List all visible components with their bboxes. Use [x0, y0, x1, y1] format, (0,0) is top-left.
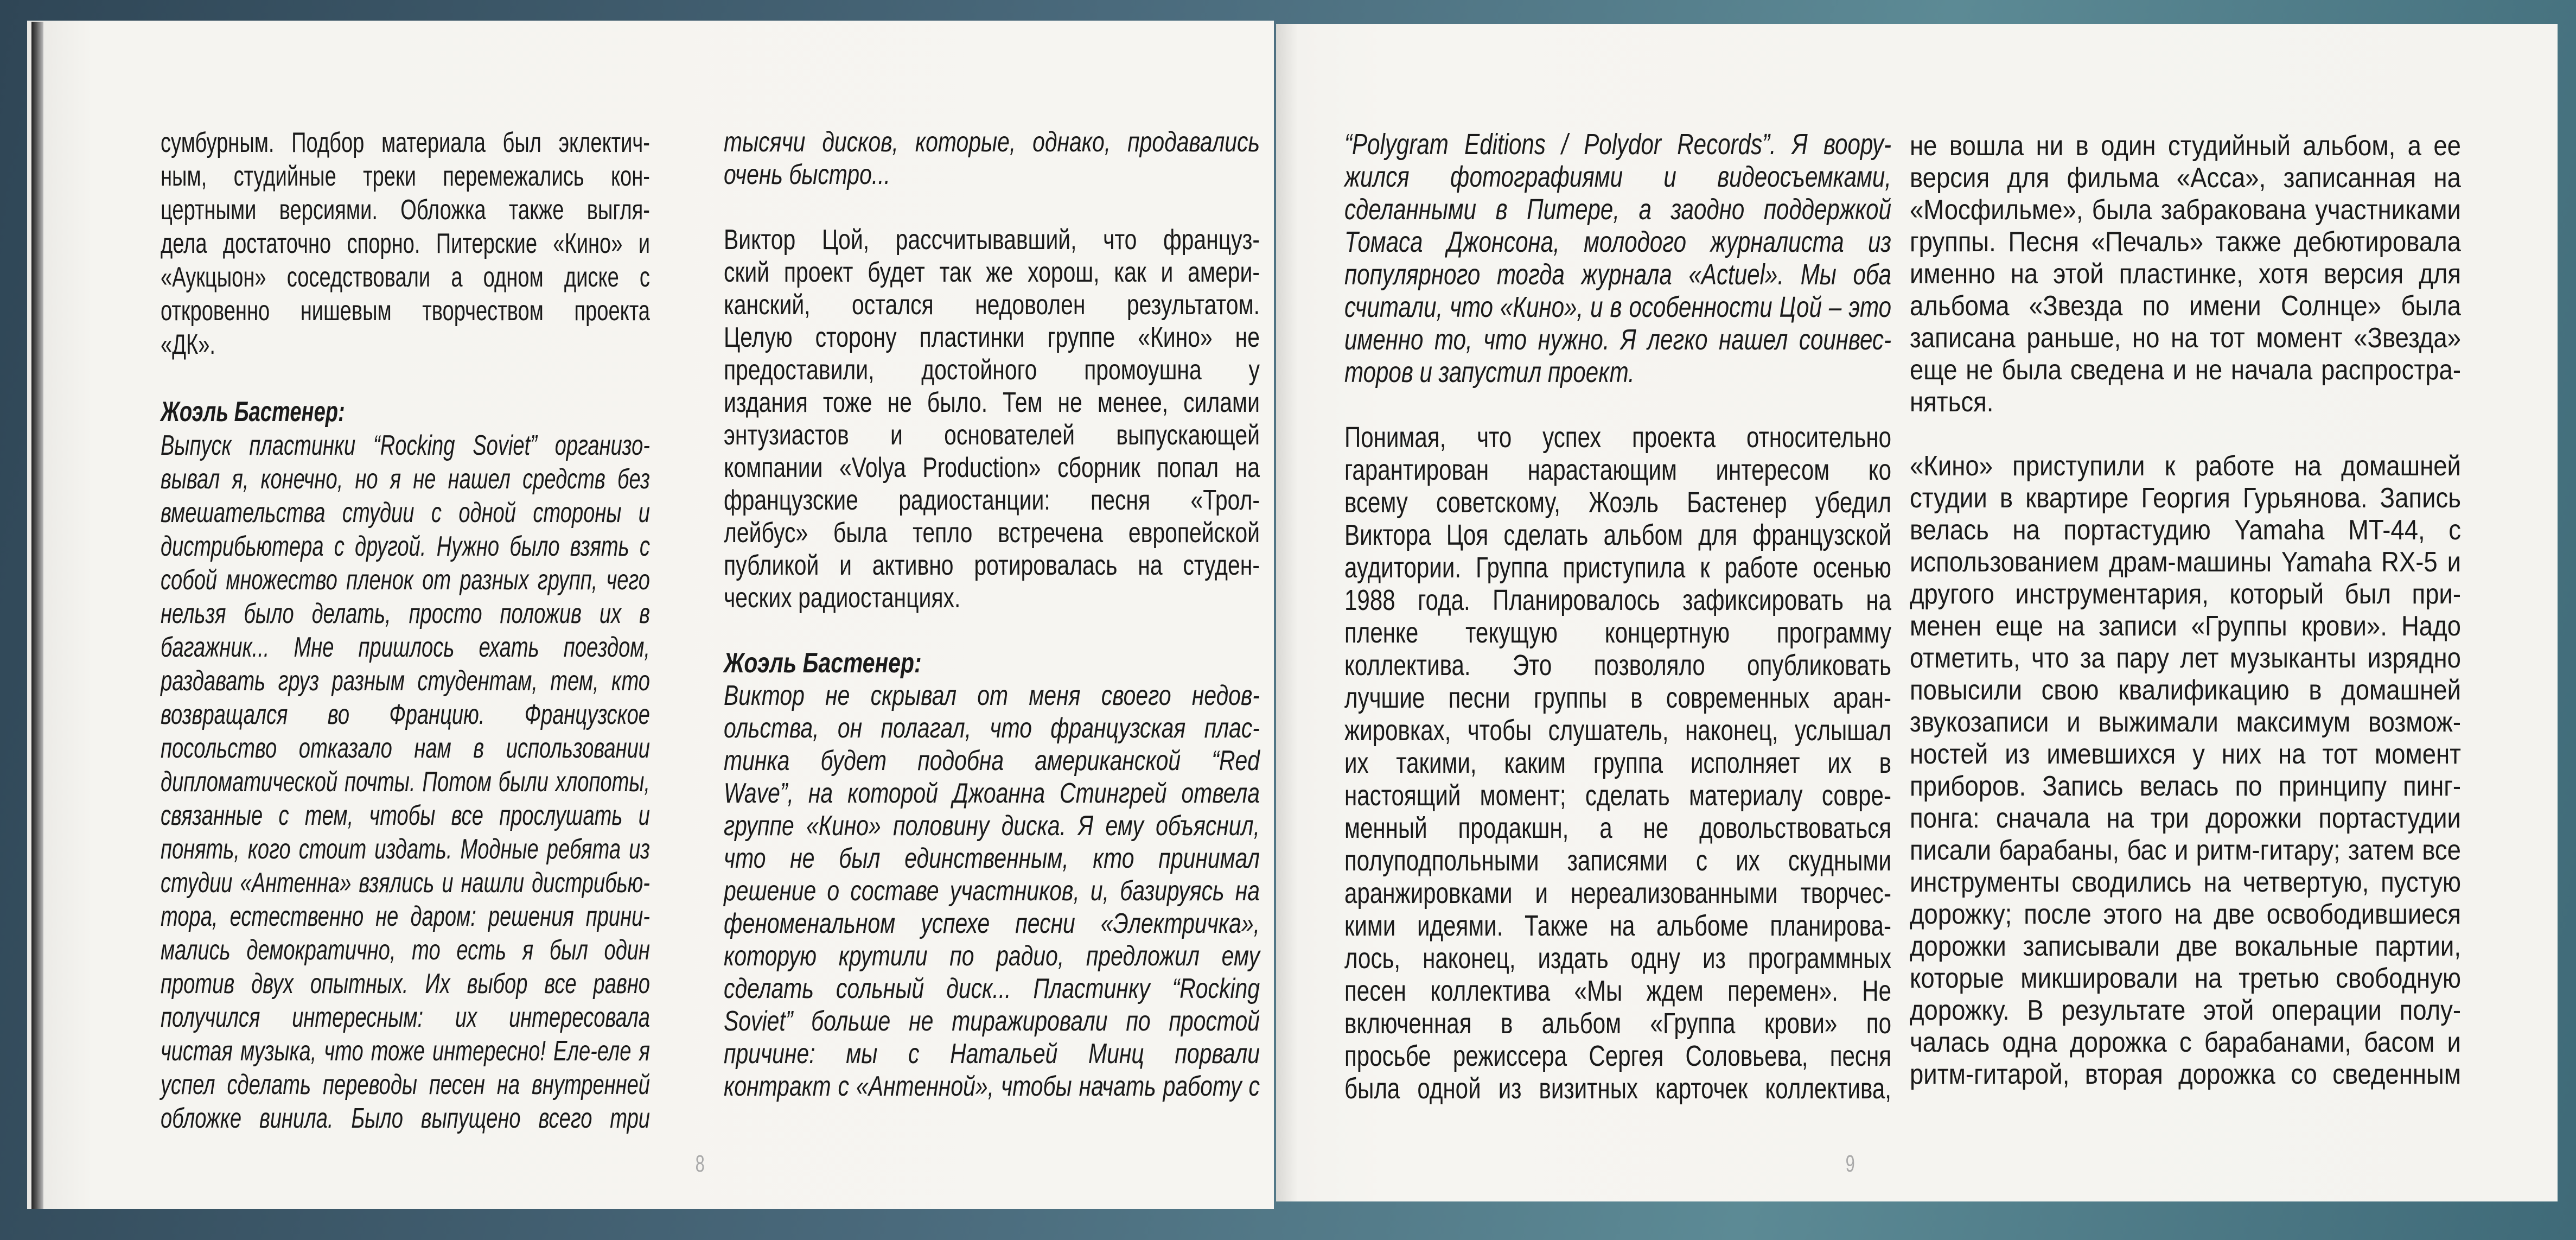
text-line-content: другого инструментария, который был при-	[1910, 578, 2461, 610]
text-line-content: успел сделать переводы песен на внутренней	[161, 1069, 650, 1101]
text-line	[1910, 995, 2461, 1027]
text-line-content: жился фотографиями и видеосъемками,	[1344, 161, 1891, 193]
text-line	[1344, 584, 1891, 616]
text-line-content: популярного тогда журнала «Actuel». Мы оба	[1344, 258, 1891, 291]
text-line	[1344, 486, 1891, 519]
text-line	[161, 1034, 650, 1068]
text-line-content: песен коллектива «Мы ждем перемен». Не	[1344, 975, 1891, 1007]
text-line	[1910, 258, 2461, 290]
text-line-content: включенная в альбом «Группа крови» по	[1344, 1007, 1891, 1040]
text-line	[1910, 194, 2461, 226]
text-line-content: кими идеями. Также на альбоме планирова-	[1344, 910, 1891, 942]
text-line	[1344, 714, 1891, 747]
text-line-content: альбома «Звезда по имени Солнце» была	[1910, 290, 2461, 322]
text-line	[1910, 771, 2461, 803]
text-line-content: против двух опытных. Их выбор все равно	[161, 968, 650, 1000]
text-line	[1910, 130, 2461, 162]
text-line-content: торов и запустил проект.	[1344, 356, 1635, 389]
text-line-content: лучшие песни группы в современных аран-	[1344, 682, 1891, 714]
text-line	[724, 647, 1260, 679]
text-line	[724, 158, 1260, 191]
text-line-content: повысили свою квалификацию в домашней	[1910, 675, 2461, 706]
text-line-content: пленке текущую концертную программу	[1344, 616, 1891, 649]
text-line-content: дипломатической почты. Потом были хлопоты,	[161, 766, 650, 798]
text-line-content: что не был единственным, кто принимал	[724, 843, 1260, 874]
text-line	[1344, 128, 1891, 161]
text-line-content: студии «Антенна» взялись и нашли дистрибью-	[161, 867, 650, 899]
text-line	[724, 321, 1260, 354]
paragraph-gap	[1910, 418, 2461, 450]
text-line	[724, 777, 1260, 810]
text-line	[1910, 867, 2461, 899]
text-line-content: ным, студийные треки перемежались кон-	[161, 161, 650, 192]
text-line	[1344, 551, 1891, 584]
paragraph	[724, 679, 1260, 1103]
text-line-content: коллектива. Это позволяло опубликовать	[1344, 649, 1891, 682]
text-line-content: ский проект будет так же хорош, как и амери-	[724, 257, 1260, 288]
text-line	[724, 875, 1260, 907]
text-line-content: Виктор не скрывал от меня своего недов-	[724, 680, 1260, 711]
text-line-content: лось, наконец, издать одну из программных	[1344, 942, 1891, 975]
text-line-content: “Polygram Editions / Polydor Records”. Я воору-	[1344, 128, 1891, 161]
text-line	[161, 664, 650, 698]
text-line	[1344, 421, 1891, 454]
text-line	[161, 563, 650, 597]
text-line-content: «Мосфильме», была забракована участниками	[1910, 194, 2461, 226]
text-line	[1344, 682, 1891, 714]
text-line-content: компании «Volya Production» сборник попал на	[724, 452, 1260, 484]
text-line	[1910, 963, 2461, 995]
text-line-content: понга: сначала на три дорожки портастудии	[1910, 803, 2461, 834]
text-line	[1910, 643, 2461, 675]
text-line-content: 1988 года. Планировалось зафиксировать на	[1344, 584, 1891, 616]
text-line-content: Понимая, что успех проекта относительно	[1344, 421, 1891, 454]
text-line-content: жировках, чтобы слушатель, наконец, услышал	[1344, 714, 1891, 747]
text-line	[1344, 454, 1891, 486]
text-line	[1910, 899, 2461, 931]
text-line	[724, 1070, 1260, 1103]
text-line	[1344, 616, 1891, 649]
text-line	[1910, 835, 2461, 867]
text-line-content: использованием драм-машины Yamaha RX-5 и	[1910, 546, 2461, 578]
text-line-content: канский, остался недоволен результатом.	[724, 289, 1260, 321]
text-line	[1910, 1027, 2461, 1059]
text-line-content: инструменты сводились на четвертую, пустую	[1910, 867, 2461, 898]
text-line	[161, 597, 650, 631]
text-line-content: Soviet” больше не тиражировали по простой	[724, 1006, 1260, 1037]
text-line	[161, 160, 650, 193]
text-line	[1344, 910, 1891, 942]
text-line-content: понять, кого стоит издать. Модные ребята из	[161, 834, 650, 865]
text-line-content: «ДК».	[161, 329, 216, 360]
text-line-content: мались демократично, то есть я был один	[161, 934, 650, 966]
text-line	[724, 386, 1260, 419]
text-line	[1344, 649, 1891, 682]
text-line-content: контракт с «Антенной», чтобы начать работу с	[724, 1071, 1260, 1102]
text-line	[161, 496, 650, 530]
text-line	[1344, 747, 1891, 779]
text-line-content: сделанными в Питере, а заодно поддержкой	[1344, 193, 1891, 226]
text-line	[1344, 1072, 1891, 1105]
text-line	[161, 429, 650, 462]
text-line	[161, 631, 650, 664]
text-line-content: студии в квартире Георгия Гурьянова. Запись	[1910, 482, 2461, 514]
text-line-content: Виктор Цой, рассчитывавший, что француз-	[724, 224, 1260, 256]
paragraph	[724, 224, 1260, 614]
paragraph	[161, 429, 650, 1135]
text-line	[161, 832, 650, 866]
text-line	[724, 1038, 1260, 1070]
text-line	[161, 395, 650, 429]
text-line	[724, 126, 1260, 158]
text-line-content: менный продакшн, а не довольствоваться	[1344, 812, 1891, 844]
text-line-content: решение о составе участников, и, базируясь на	[724, 875, 1260, 907]
text-line-content: собой множество пленок от разных групп, чего	[161, 564, 650, 596]
text-line	[161, 193, 650, 227]
text-line-content: писали барабаны, бас и ритм-гитару; затем все	[1910, 835, 2461, 866]
text-line-content: записана раньше, но на тот момент «Звезда»	[1910, 322, 2461, 354]
page9-column1	[1344, 128, 1891, 1105]
text-line-content: дорожку. В результате этой операции полу-	[1910, 995, 2461, 1026]
text-line-content: няться.	[1910, 386, 1994, 418]
text-line-content: группе «Кино» половину диска. Я ему объяснил,	[724, 810, 1260, 842]
text-line	[1910, 803, 2461, 835]
text-line-content: группы. Песня «Печаль» также дебютировала	[1910, 226, 2461, 258]
text-line	[161, 866, 650, 900]
page-number: 9	[1845, 1150, 1855, 1177]
paragraph	[1344, 421, 1891, 1105]
text-line-content: не вошла ни в один студийный альбом, а ее	[1910, 130, 2461, 162]
text-line-content: публикой и активно ротировалась на студен-	[724, 550, 1260, 581]
text-line-content: дистрибьютера с другой. Нужно было взять с	[161, 531, 650, 562]
text-line	[1910, 546, 2461, 578]
text-line-content: ческих радиостанциях.	[724, 582, 961, 614]
text-line	[161, 900, 650, 933]
text-line-content: дорожки записывали две вокальные партии,	[1910, 931, 2461, 962]
page8-column1	[161, 126, 650, 1135]
page-number: 8	[695, 1150, 705, 1177]
text-line	[1910, 450, 2461, 482]
speaker-heading	[161, 395, 650, 429]
text-line	[1910, 578, 2461, 611]
text-line-content: предоставили, достойного промоушна у	[724, 354, 1260, 386]
text-line-content: их такими, каким группа исполняет их в	[1344, 747, 1891, 779]
text-line-content: чистая музыка, что тоже интересно! Еле-еле я	[161, 1035, 650, 1067]
text-line-content: всему советскому, Жоэль Бастенер убедил	[1344, 486, 1891, 519]
text-line-content: менен еще на записи «Группы крови». Надо	[1910, 611, 2461, 642]
text-line-content: энтузиастов и основателей выпускающей	[724, 419, 1260, 451]
text-line	[161, 933, 650, 967]
text-line-content: была одной из визитных карточек коллектива,	[1344, 1072, 1891, 1105]
text-line	[724, 419, 1260, 452]
text-line	[161, 260, 650, 294]
text-line-content: тинка будет подобна американской “Red	[724, 745, 1260, 777]
text-line-content: именно то, что нужно. Я легко нашел соинвес-	[1344, 323, 1891, 356]
text-line	[1344, 226, 1891, 258]
text-line	[1344, 844, 1891, 877]
text-line	[1344, 519, 1891, 551]
text-line	[724, 289, 1260, 321]
text-line	[161, 294, 650, 328]
text-line-content: получился интересным: их интересовала	[161, 1002, 650, 1033]
text-line-content: Жоэль Бастенер:	[724, 647, 922, 679]
text-line-content: лейбус» была тепло встречена европейской	[724, 517, 1260, 549]
text-line-content: Томаса Джонсона, молодого журналиста из	[1344, 226, 1891, 258]
text-line	[161, 126, 650, 160]
text-line	[161, 1001, 650, 1034]
text-line-content: аудитории. Группа приступила к работе осенью	[1344, 551, 1891, 584]
text-line	[724, 810, 1260, 842]
text-line	[724, 354, 1260, 386]
text-line	[1910, 611, 2461, 643]
text-line	[161, 227, 650, 260]
text-line	[1910, 514, 2461, 546]
text-line-content: цертными версиями. Обложка также выгля-	[161, 194, 650, 226]
text-line	[161, 967, 650, 1001]
text-line	[1910, 675, 2461, 707]
text-line-content: полуподпольными записями с их скудными	[1344, 844, 1891, 877]
text-line-content: Выпуск пластинки “Rocking Soviet” организо-	[161, 430, 650, 461]
text-line-content: нельзя было делать, просто положив их в	[161, 598, 650, 629]
text-line	[724, 972, 1260, 1005]
page8-column2	[724, 126, 1260, 1103]
text-line-content: аранжировками и нереализованными творчес-	[1344, 877, 1891, 910]
text-line-content: «Аукцыон» соседствовали а одном диске с	[161, 262, 650, 293]
text-line	[1344, 1040, 1891, 1072]
text-line-content: чалась одна дорожка с барабанами, басом и	[1910, 1027, 2461, 1058]
text-line	[1910, 354, 2461, 386]
text-line-content: Виктора Цоя сделать альбом для французской	[1344, 519, 1891, 551]
text-line-content: сумбурным. Подбор материала был эклектич-	[161, 127, 650, 158]
text-line-content: ритм-гитарой, вторая дорожка со сведенным	[1910, 1059, 2461, 1090]
text-line	[1910, 386, 2461, 418]
text-line	[161, 765, 650, 799]
text-line	[724, 940, 1260, 972]
text-line	[161, 1068, 650, 1102]
text-line	[1344, 323, 1891, 356]
text-line	[1344, 975, 1891, 1007]
text-line	[161, 698, 650, 732]
paragraph	[1910, 450, 2461, 1091]
text-line	[1910, 482, 2461, 514]
text-line	[1344, 258, 1891, 291]
text-line-content: издания тоже не было. Тем не менее, силами	[724, 387, 1260, 418]
text-line-content: велась на портастудию Yamaha MT-44, с	[1910, 514, 2461, 546]
text-line	[724, 224, 1260, 256]
text-line	[1910, 1059, 2461, 1091]
paragraph	[1344, 128, 1891, 389]
text-line-content: гарантирован нарастающим интересом ко	[1344, 454, 1891, 486]
text-line	[724, 907, 1260, 940]
text-line	[161, 530, 650, 563]
text-line-content: звукозаписи и выжимали максимум возмож-	[1910, 707, 2461, 738]
text-line-content: Целую сторону пластинки группе «Кино» не	[724, 322, 1260, 353]
text-line	[161, 328, 650, 361]
text-line-content: Wave”, на которой Джоанна Стингрей отвела	[724, 778, 1260, 809]
text-line	[161, 462, 650, 496]
text-line	[724, 484, 1260, 517]
text-line-content: феноменальном успехе песни «Электричка»,	[724, 908, 1260, 939]
paragraph	[1910, 130, 2461, 418]
text-line	[1910, 739, 2461, 771]
text-line-content: приборов. Запись велась по принципу пинг-	[1910, 771, 2461, 802]
text-line-content: французские радиостанции: песня «Трол-	[724, 485, 1260, 516]
text-line	[724, 679, 1260, 712]
text-line	[161, 799, 650, 832]
text-line-content: Жоэль Бастенер:	[161, 396, 345, 428]
text-line-content: раздавать груз разным студентам, тем, кто	[161, 665, 650, 697]
paragraph-gap	[161, 361, 650, 395]
text-line	[1344, 193, 1891, 226]
text-line	[724, 452, 1260, 484]
text-line-content: очень быстро...	[724, 159, 891, 190]
text-line	[1910, 707, 2461, 739]
text-line	[1910, 322, 2461, 354]
text-line	[724, 256, 1260, 289]
text-line-content: просьбе режиссера Сергея Соловьева, песня	[1344, 1040, 1891, 1072]
text-line	[724, 517, 1260, 549]
text-line-content: «Кино» приступили к работе на домашней	[1910, 450, 2461, 482]
text-line-content: сделать сольный диск... Пластинку “Rocking	[724, 973, 1260, 1004]
text-line-content: тысячи дисков, которые, однако, продавались	[724, 126, 1260, 158]
text-line-content: тора, естественно не даром: решения прини-	[161, 901, 650, 932]
text-line	[1344, 356, 1891, 389]
text-line	[1344, 779, 1891, 812]
text-line	[1344, 291, 1891, 323]
text-line-content: считали, что «Кино», и в особенности Цой – это	[1344, 291, 1891, 323]
text-line	[1344, 161, 1891, 193]
text-line-content: багажник... Мне пришлось ехать поездом,	[161, 632, 650, 663]
text-line	[1910, 162, 2461, 194]
text-line-content: еще не была сведена и не начала распростра-	[1910, 354, 2461, 386]
text-line-content: обложке винила. Было выпущено всего три	[161, 1103, 650, 1134]
text-line-content: именно на этой пластинке, хотя версия для	[1910, 258, 2461, 290]
text-line	[724, 712, 1260, 745]
paragraph-gap	[1344, 389, 1891, 421]
text-line	[724, 842, 1260, 875]
paragraph-gap	[724, 191, 1260, 224]
text-line-content: возвращался во Францию. Французское	[161, 699, 650, 730]
page9-column2	[1910, 130, 2461, 1091]
text-line-content: отметить, что за пару лет музыканты изрядно	[1910, 643, 2461, 674]
text-line	[1910, 226, 2461, 258]
text-line-content: версия для фильма «Асса», записанная на	[1910, 162, 2461, 194]
text-line	[724, 1005, 1260, 1038]
text-line	[1344, 812, 1891, 844]
text-line	[724, 582, 1260, 614]
text-line	[1910, 931, 2461, 963]
text-line	[1344, 877, 1891, 910]
text-line-content: настоящий момент; сделать материалу совре-	[1344, 779, 1891, 812]
text-line	[1344, 942, 1891, 975]
paragraph	[161, 126, 650, 361]
booklet-spine	[31, 22, 43, 1209]
text-line-content: дела достаточно спорно. Питерские «Кино» и	[161, 228, 650, 259]
speaker-heading	[724, 647, 1260, 679]
text-line-content: дорожку; после этого на две освободившиеся	[1910, 899, 2461, 930]
text-line-content: которую крутили по радио, предложил ему	[724, 940, 1260, 972]
text-line-content: которые микшировали на третью свободную	[1910, 963, 2461, 994]
paragraph	[724, 126, 1260, 191]
text-line-content: посольство отказало нам в использовании	[161, 733, 650, 764]
paragraph-gap	[724, 614, 1260, 647]
text-line	[724, 745, 1260, 777]
text-line-content: вывал я, конечно, но я не нашел средств без	[161, 463, 650, 495]
text-line	[1910, 290, 2461, 322]
text-line-content: вмешательства студии с одной стороны и	[161, 497, 650, 529]
text-line	[161, 732, 650, 765]
text-line-content: ностей из имевшихся у них на тот момент	[1910, 739, 2461, 770]
text-line	[1344, 1007, 1891, 1040]
text-line	[161, 1102, 650, 1135]
text-line-content: ольства, он полагал, что французская плас-	[724, 713, 1260, 744]
text-line-content: причине: мы с Натальей Минц порвали	[724, 1038, 1260, 1070]
text-line-content: откровенно нишевым творчеством проекта	[161, 295, 650, 327]
text-line	[724, 549, 1260, 582]
text-line-content: связанные с тем, чтобы все прослушать и	[161, 800, 650, 831]
